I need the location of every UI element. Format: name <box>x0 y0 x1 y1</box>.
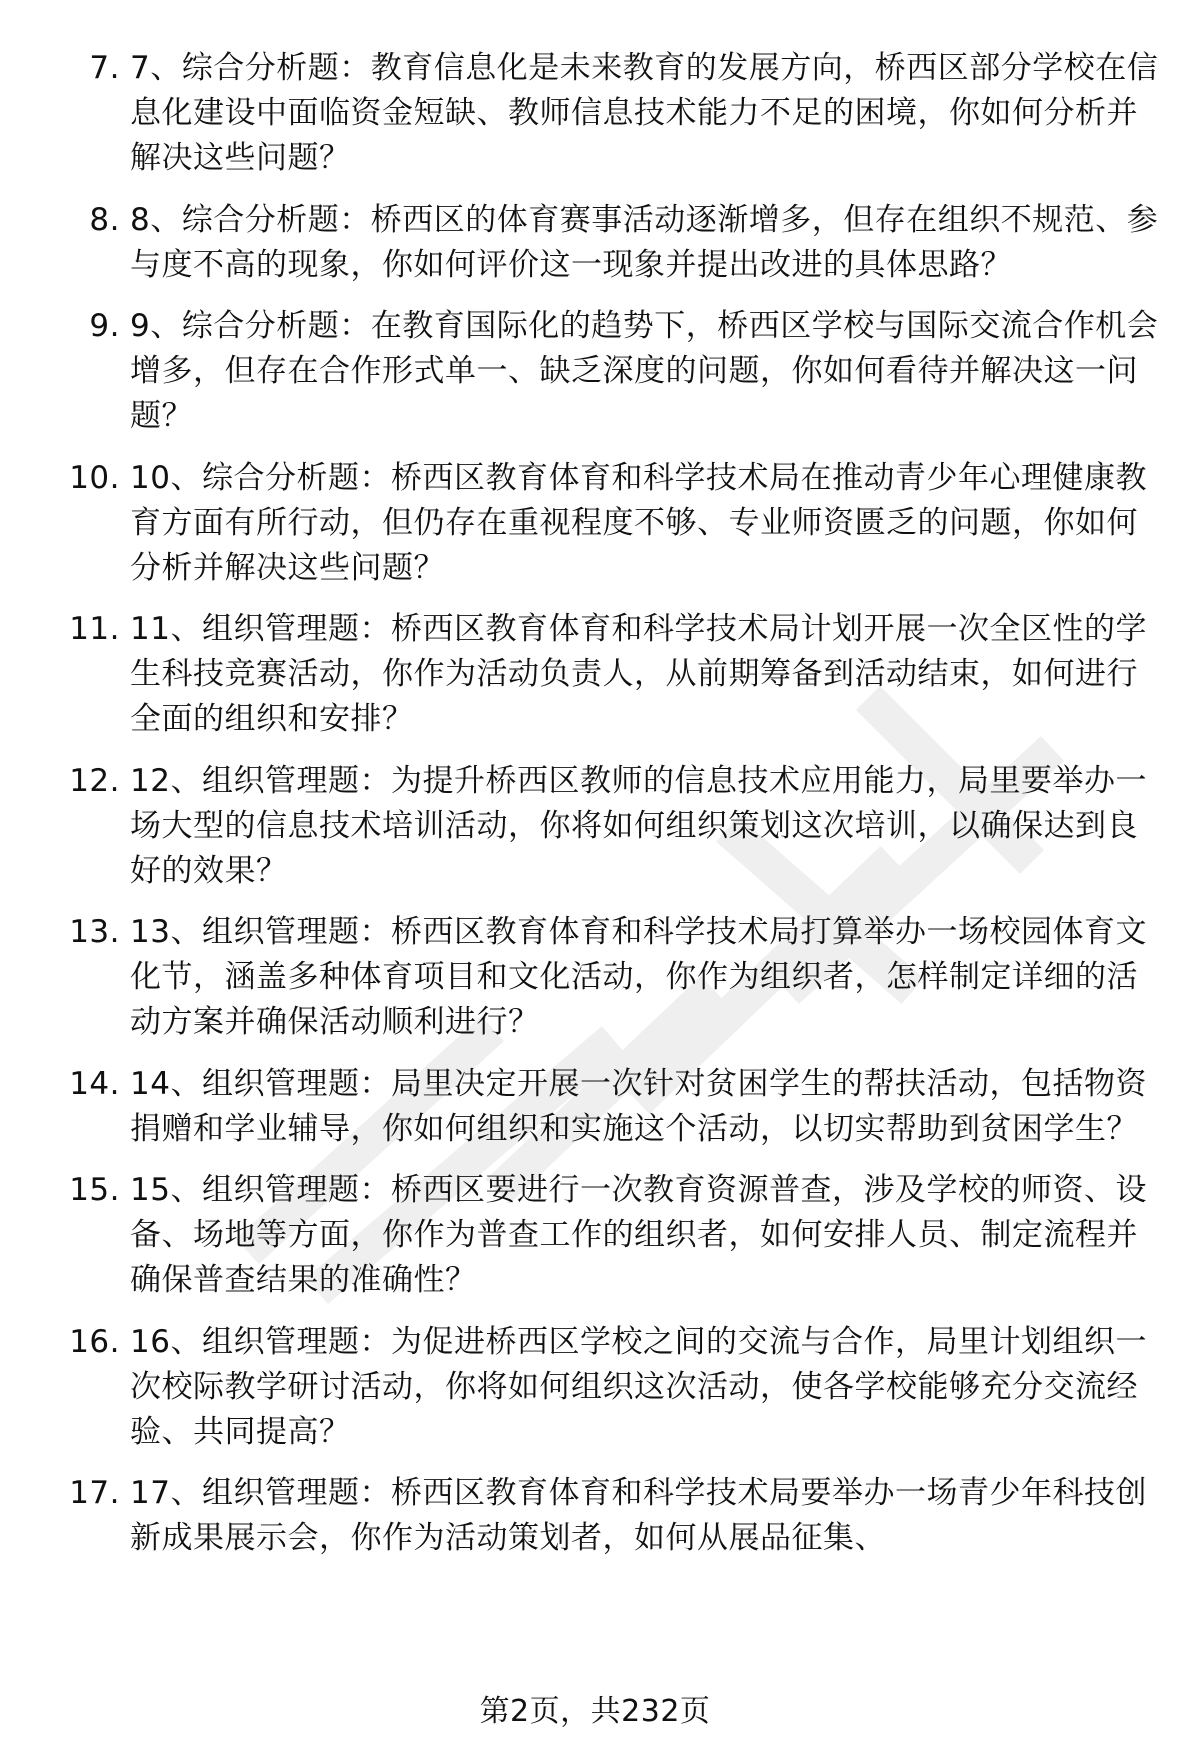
question-text: 13、组织管理题：桥西区教育体育和科学技术局打算举办一场校园体育文化节，涵盖多种体育项目和文化活动，你作为组织者，怎样制定详细的活动方案并确保活动顺利进行？ <box>130 914 1147 1040</box>
question-item-7 <box>0 46 1190 181</box>
question-list <box>0 46 1190 1578</box>
question-number: 13. <box>69 914 120 950</box>
question-text: 7、综合分析题：教育信息化是未来教育的发展方向，桥西区部分学校在信息化建设中面临资金短缺、教师信息技术能力不足的困境，你如何分析并解决这些问题？ <box>130 50 1159 176</box>
question-item-12 <box>0 759 1190 894</box>
question-item-14 <box>0 1062 1190 1152</box>
question-text: 9、综合分析题：在教育国际化的趋势下，桥西区学校与国际交流合作机会增多，但存在合作形式单一、缺乏深度的问题，你如何看待并解决这一问题？ <box>130 308 1159 434</box>
question-number: 7. <box>89 50 120 86</box>
question-text: 11、组织管理题：桥西区教育体育和科学技术局计划开展一次全区性的学生科技竞赛活动，你作为活动负责人，从前期筹备到活动结束，如何进行全面的组织和安排？ <box>130 611 1147 737</box>
question-number: 8. <box>89 201 120 238</box>
question-text: 10、综合分析题：桥西区教育体育和科学技术局在推动青少年心理健康教育方面有所行动，但仍存在重视程度不够、专业师资匮乏的问题，你如何分析并解决这些问题？ <box>130 459 1147 586</box>
question-number: 12. <box>69 762 120 799</box>
question-number: 16. <box>69 1323 120 1360</box>
question-item-9 <box>0 304 1190 439</box>
question-text: 17、组织管理题：桥西区教育体育和科学技术局要举办一场青少年科技创新成果展示会，你作为活动策划者，如何从展品征集、 <box>130 1475 1147 1556</box>
question-item-13 <box>0 910 1190 1045</box>
page-number-footer: 第2页，共232页 <box>479 1694 711 1729</box>
question-text: 15、组织管理题：桥西区要进行一次教育资源普查，涉及学校的师资、设备、场地等方面，你作为普查工作的组织者，如何安排人员、制定流程并确保普查结果的准确性？ <box>130 1172 1147 1298</box>
question-number: 15. <box>69 1172 120 1208</box>
question-text: 12、组织管理题：为提升桥西区教师的信息技术应用能力，局里要举办一场大型的信息技术培训活动，你将如何组织策划这次培训，以确保达到良好的效果？ <box>130 762 1147 889</box>
question-item-16 <box>0 1320 1190 1455</box>
question-number: 17. <box>69 1475 120 1511</box>
question-number: 9. <box>89 308 120 344</box>
question-item-11 <box>0 607 1190 742</box>
question-item-15 <box>0 1168 1190 1303</box>
question-item-17 <box>0 1471 1190 1561</box>
question-item-10 <box>0 456 1190 591</box>
question-text: 14、组织管理题：局里决定开展一次针对贫困学生的帮扶活动，包括物资捐赠和学业辅导，你如何组织和实施这个活动，以切实帮助到贫困学生？ <box>130 1065 1147 1147</box>
question-number: 14. <box>69 1065 120 1102</box>
question-number: 10. <box>69 459 120 496</box>
question-text: 8、综合分析题：桥西区的体育赛事活动逐渐增多，但存在组织不规范、参与度不高的现象，你如何评价这一现象并提出改进的具体思路？ <box>130 201 1159 283</box>
question-text: 16、组织管理题：为促进桥西区学校之间的交流与合作，局里计划组织一次校际教学研讨活动，你将如何组织这次活动，使各学校能够充分交流经验、共同提高？ <box>130 1323 1147 1450</box>
question-number: 11. <box>69 611 120 647</box>
question-item-8 <box>0 198 1190 288</box>
